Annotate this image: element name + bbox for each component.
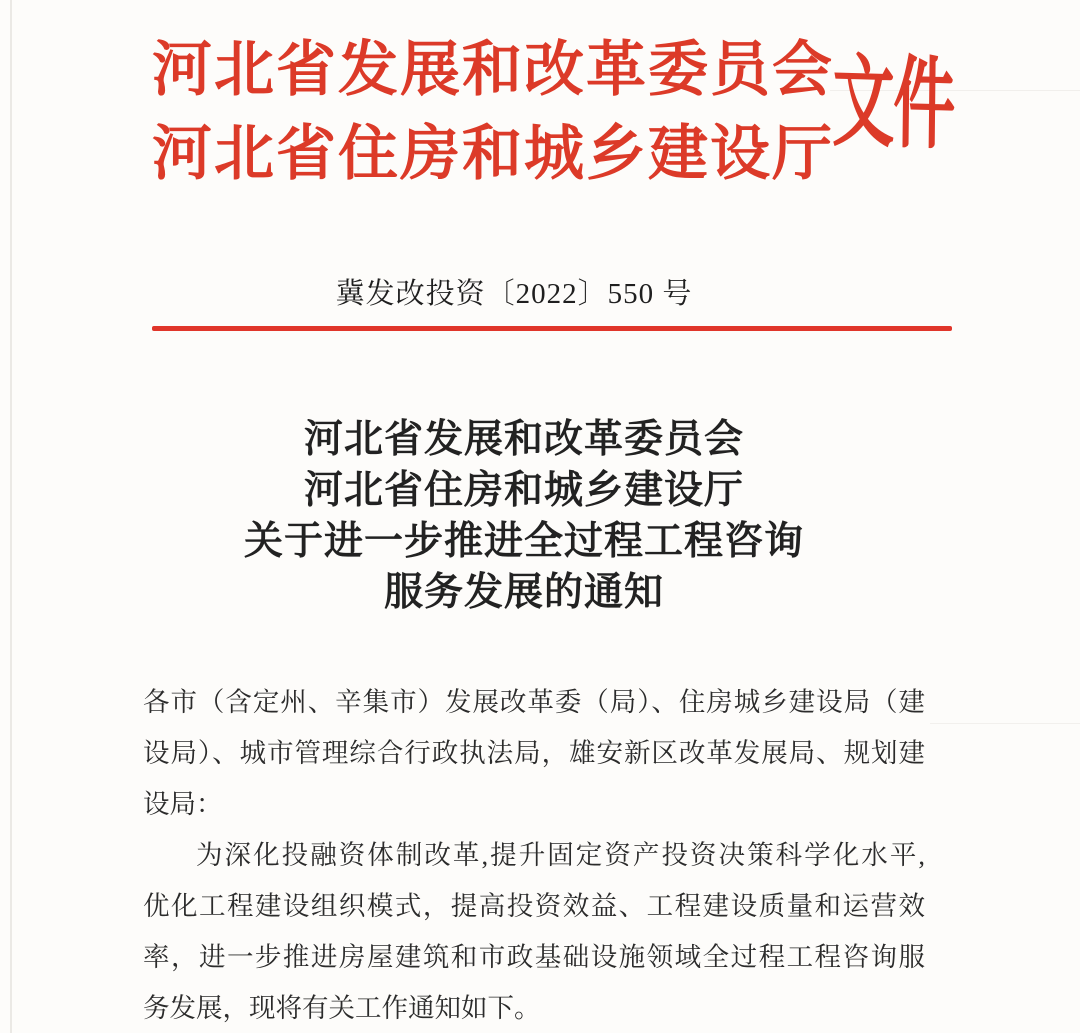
scan-artifact-horizontal-line-middle [930, 723, 1080, 724]
body-line: 设局）、城市管理综合行政执法局，雄安新区改革发展局、规划建 [143, 738, 925, 768]
letterhead-doc-type-label: 文件 [831, 47, 955, 162]
body-line: 各市（含定州、辛集市）发展改革委（局）、住房城乡建设局（建 [143, 687, 925, 717]
body-line: 务发展，现将有关工作通知如下。 [143, 993, 541, 1023]
body-line: 为深化投融资体制改革,提升固定资产投资决策科学化水平, [196, 840, 925, 870]
title-line-3: 关于进一步推进全过程工程咨询 [243, 520, 804, 563]
title-line-2: 河北省住房和城乡建设厅 [303, 469, 744, 512]
body-line: 率，进一步推进房屋建筑和市政基础设施领域全过程工程咨询服 [143, 942, 925, 972]
title-line-1: 河北省发展和改革委员会 [303, 418, 744, 461]
letterhead-agency-line-1: 河北省发展和改革委员会 [152, 37, 834, 103]
document-number: 冀发改投资〔2022〕550 号 [335, 278, 693, 310]
letterhead-agency-line-2: 河北省住房和城乡建设厅 [152, 121, 834, 187]
document-body [143, 677, 925, 1033]
document-title [0, 414, 1048, 618]
body-line: 设局： [143, 789, 223, 819]
title-line-4: 服务发展的通知 [383, 571, 664, 614]
body-line: 优化工程建设组织模式，提高投资效益、工程建设质量和运营效 [143, 891, 925, 921]
red-separator-rule [152, 326, 952, 331]
